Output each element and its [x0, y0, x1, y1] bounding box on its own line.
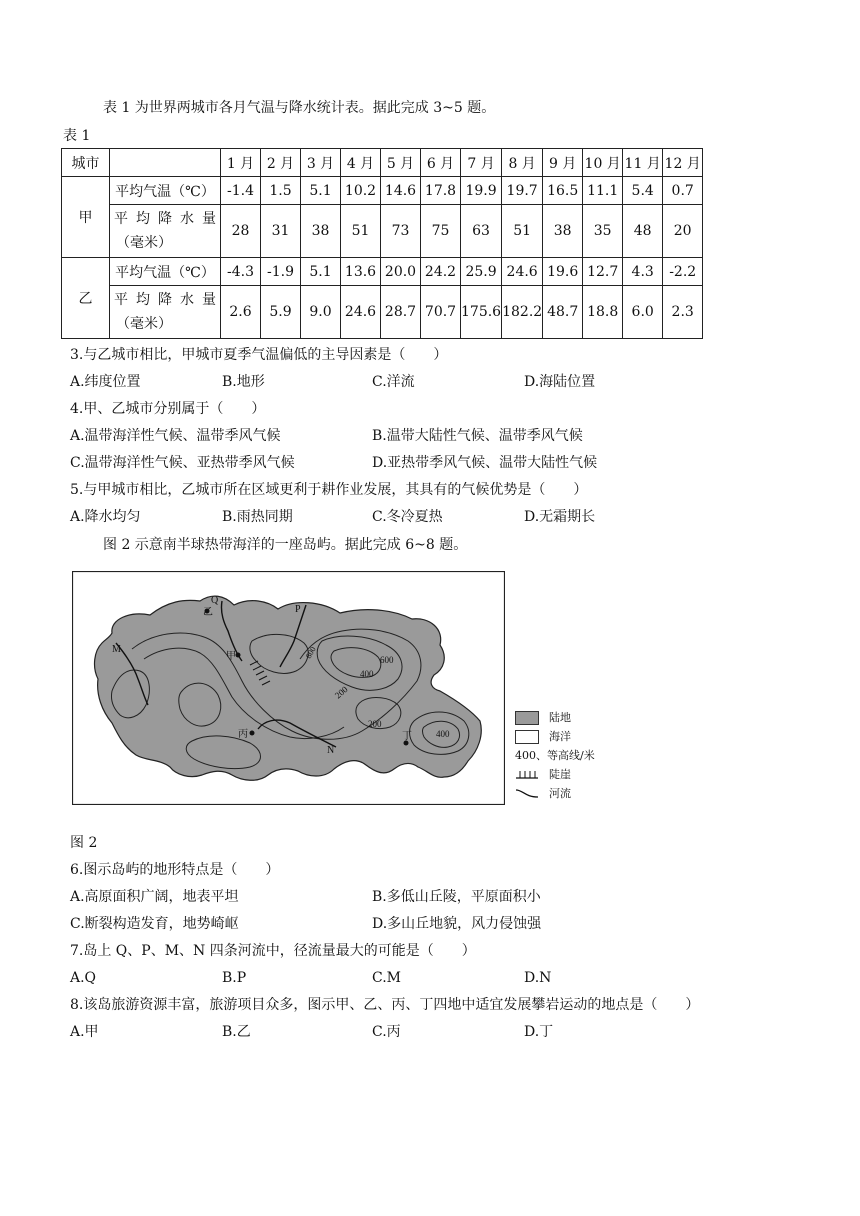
q4-option-b[interactable]: B.温带大陆性气候、温带季风气候	[372, 428, 583, 444]
intro-text-1: 表 1 为世界两城市各月气温与降水统计表。据此完成 3~5 题。	[103, 100, 496, 116]
header-month: 4 月	[341, 149, 381, 177]
table-cell: 48.7	[543, 286, 583, 339]
table-cell: -1.9	[261, 258, 301, 286]
table-header-row	[62, 149, 703, 177]
q3-option-d[interactable]: D.海陆位置	[524, 374, 596, 390]
table-cell: 12.7	[583, 258, 623, 286]
header-month: 10 月	[583, 149, 623, 177]
table-cell: 2.6	[221, 286, 261, 339]
table-cell: 38	[301, 205, 341, 258]
q4-option-d[interactable]: D.亚热带季风气候、温带大陆性气候	[372, 455, 598, 471]
q5-option-b[interactable]: B.雨热同期	[222, 509, 293, 525]
table-cell: 51	[341, 205, 381, 258]
q7-option-d[interactable]: D.N	[524, 970, 552, 986]
table-cell: -4.3	[221, 258, 261, 286]
precip-label-line2: （毫米）	[116, 235, 172, 251]
question-4-stem: 4.甲、乙城市分别属于（ ）	[70, 401, 266, 417]
table-cell: 10.2	[341, 177, 381, 205]
question-5-stem: 5.与甲城市相比，乙城市所在区域更利于耕作业发展，其具有的气候优势是（ ）	[70, 482, 588, 498]
header-month: 11 月	[623, 149, 663, 177]
table-cell: 18.8	[583, 286, 623, 339]
precip-label-line2: （毫米）	[116, 316, 172, 332]
question-7-stem: 7.岛上 Q、P、M、N 四条河流中，径流量最大的可能是（ ）	[70, 943, 476, 959]
q3-option-a[interactable]: A.纬度位置	[70, 374, 141, 390]
table-cell: 31	[261, 205, 301, 258]
table-cell: 63	[461, 205, 502, 258]
q3-option-c[interactable]: C.洋流	[372, 374, 415, 390]
q5-option-a[interactable]: A.降水均匀	[70, 509, 141, 525]
q8-option-b[interactable]: B.乙	[222, 1024, 251, 1040]
legend-label: 陡崖	[549, 768, 571, 781]
table-cell: 19.7	[502, 177, 543, 205]
label-jia: 甲	[226, 651, 236, 662]
q8-option-d[interactable]: D.丁	[524, 1024, 554, 1040]
contour-label: 600	[380, 655, 394, 665]
header-month: 2 月	[261, 149, 301, 177]
table-cell: 51	[502, 205, 543, 258]
table-row	[62, 258, 703, 286]
q6-option-a[interactable]: A.高原面积广阔，地表平坦	[70, 889, 239, 905]
table-cell: 70.7	[421, 286, 461, 339]
table-cell: 38	[543, 205, 583, 258]
city-name: 甲	[62, 177, 110, 258]
table-cell: 35	[583, 205, 623, 258]
row-label	[110, 286, 221, 339]
contour-label: 400	[360, 669, 374, 679]
label-bing: 丙	[238, 729, 248, 740]
q4-option-c[interactable]: C.温带海洋性气候、亚热带季风气候	[70, 455, 295, 471]
q7-option-a[interactable]: A.Q	[70, 970, 97, 986]
table-cell: 182.2	[502, 286, 543, 339]
table-row	[62, 205, 703, 258]
row-label: 平均气温（℃）	[110, 258, 221, 286]
table-cell: 5.1	[301, 258, 341, 286]
legend-label: 400、等高线/米	[515, 749, 595, 762]
table-cell: 0.7	[663, 177, 703, 205]
precip-label-line1: 平均降水量	[114, 211, 216, 227]
table-cell: 75	[421, 205, 461, 258]
table-cell: 28.7	[381, 286, 421, 339]
table-cell: 25.9	[461, 258, 502, 286]
legend-label: 海洋	[549, 730, 571, 743]
label-yi: 乙	[203, 607, 213, 618]
table-cell: 28	[221, 205, 261, 258]
island-map	[72, 571, 505, 805]
table-cell: 4.3	[623, 258, 663, 286]
header-month: 3 月	[301, 149, 341, 177]
table-cell: -1.4	[221, 177, 261, 205]
header-month: 5 月	[381, 149, 421, 177]
table-cell: 17.8	[421, 177, 461, 205]
ocean-swatch	[515, 730, 539, 744]
table-row	[62, 177, 703, 205]
q8-option-a[interactable]: A.甲	[70, 1024, 99, 1040]
table-cell: 175.6	[461, 286, 502, 339]
label-q: Q	[211, 595, 219, 606]
table-cell: 14.6	[381, 177, 421, 205]
precip-label-line1: 平均降水量	[114, 292, 216, 308]
table-cell: 19.9	[461, 177, 502, 205]
legend-label: 陆地	[549, 711, 571, 724]
table-cell: 73	[381, 205, 421, 258]
header-month: 1 月	[221, 149, 261, 177]
table-cell: 5.1	[301, 177, 341, 205]
header-month: 6 月	[421, 149, 461, 177]
table-cell: 6.0	[623, 286, 663, 339]
label-ding: 丁	[402, 731, 412, 742]
table-cell: 24.6	[341, 286, 381, 339]
header-month: 9 月	[543, 149, 583, 177]
table-cell: 20.0	[381, 258, 421, 286]
header-month: 8 月	[502, 149, 543, 177]
table-cell: 9.0	[301, 286, 341, 339]
q7-option-c[interactable]: C.M	[372, 970, 401, 986]
q6-option-d[interactable]: D.多山丘地貌，风力侵蚀强	[372, 916, 542, 932]
table-cell: -2.2	[663, 258, 703, 286]
intro-text-2: 图 2 示意南半球热带海洋的一座岛屿。据此完成 6~8 题。	[103, 537, 468, 553]
row-label: 平均气温（℃）	[110, 177, 221, 205]
label-m: M	[112, 644, 121, 655]
table-cell: 2.3	[663, 286, 703, 339]
table-cell: 16.5	[543, 177, 583, 205]
q5-option-c[interactable]: C.冬冷夏热	[372, 509, 443, 525]
table-cell: 5.9	[261, 286, 301, 339]
legend-label: 河流	[549, 787, 571, 800]
question-8-stem: 8.该岛旅游资源丰富，旅游项目众多，图示甲、乙、丙、丁四地中适宜发展攀岩运动的地点是（ ）	[70, 997, 700, 1013]
header-month: 12 月	[663, 149, 703, 177]
q8-option-c[interactable]: C.丙	[372, 1024, 401, 1040]
header-city: 城市	[62, 149, 110, 177]
table-cell: 1.5	[261, 177, 301, 205]
table-cell: 5.4	[623, 177, 663, 205]
row-label	[110, 205, 221, 258]
label-n: N	[327, 745, 335, 756]
table-cell: 24.6	[502, 258, 543, 286]
cliff-symbol-icon	[515, 768, 539, 780]
label-p: P	[295, 604, 301, 615]
island-land	[95, 596, 482, 780]
table-cell: 13.6	[341, 258, 381, 286]
table-row	[62, 286, 703, 339]
question-3-stem: 3.与乙城市相比，甲城市夏季气温偏低的主导因素是（ ）	[70, 347, 448, 363]
table-cell: 20	[663, 205, 703, 258]
river-symbol-icon	[515, 787, 539, 799]
table-cell: 24.2	[421, 258, 461, 286]
land-swatch	[515, 711, 539, 725]
q6-option-b[interactable]: B.多低山丘陵，平原面积小	[372, 889, 541, 905]
table-caption: 表 1	[63, 128, 91, 144]
climate-table	[61, 148, 703, 339]
contour-label: 200	[332, 684, 350, 701]
q7-option-b[interactable]: B.P	[222, 970, 247, 986]
table-cell: 48	[623, 205, 663, 258]
city-name: 乙	[62, 258, 110, 339]
q6-option-c[interactable]: C.断裂构造发育，地势崎岖	[70, 916, 239, 932]
contour-label: 400	[436, 729, 450, 739]
table-cell: 19.6	[543, 258, 583, 286]
header-blank	[110, 149, 221, 177]
q3-option-b[interactable]: B.地形	[222, 374, 265, 390]
table-cell: 11.1	[583, 177, 623, 205]
figure-caption: 图 2	[70, 835, 98, 851]
contour-label: 200	[368, 719, 382, 729]
q4-option-a[interactable]: A.温带海洋性气候、温带季风气候	[70, 428, 281, 444]
contour-label: 800	[303, 645, 318, 660]
header-month: 7 月	[461, 149, 502, 177]
question-6-stem: 6.图示岛屿的地形特点是（ ）	[70, 862, 280, 878]
q5-option-d[interactable]: D.无霜期长	[524, 509, 596, 525]
